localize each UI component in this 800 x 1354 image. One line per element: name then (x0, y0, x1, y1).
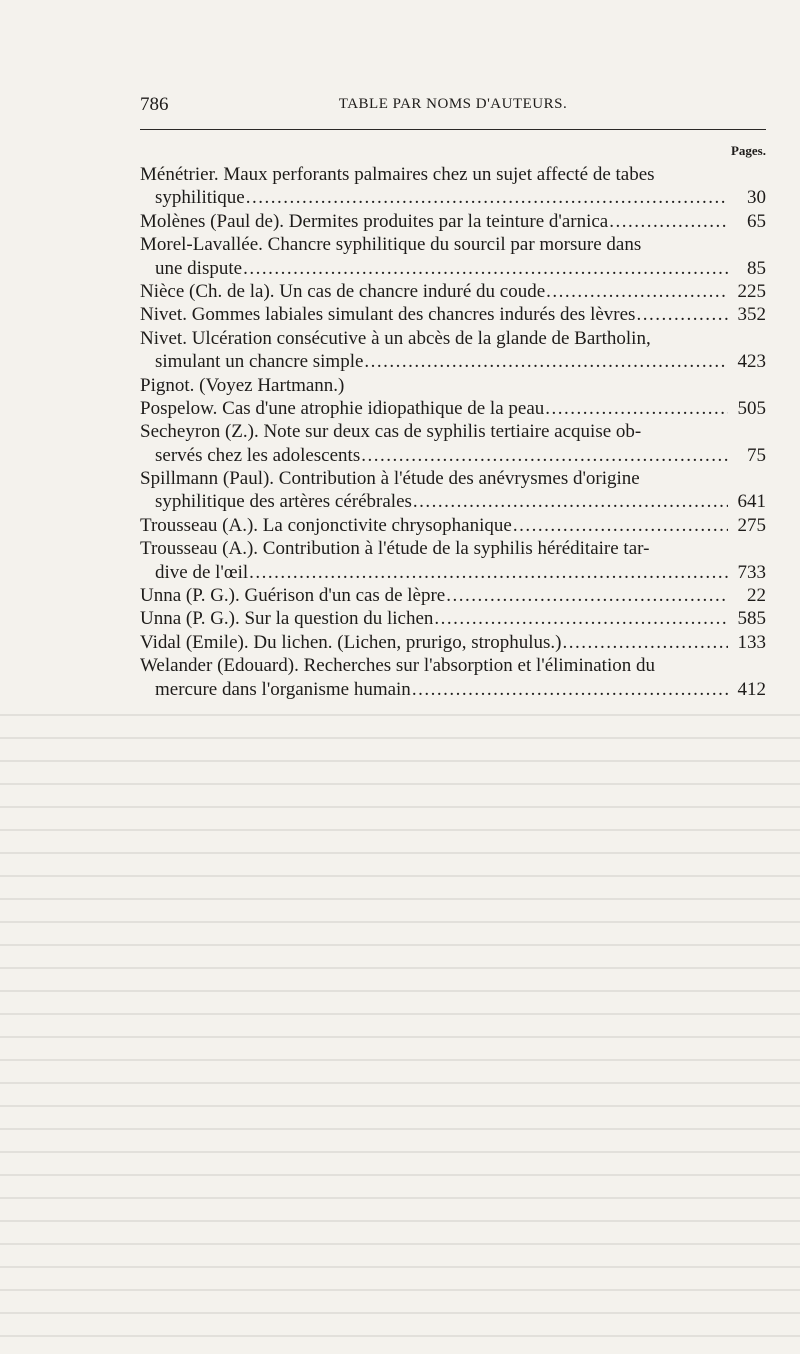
entry-text: Pospelow. Cas d'une atrophie idiopathique de la peau (140, 397, 545, 419)
dot-leader (545, 397, 728, 420)
index-entry (140, 233, 766, 280)
entry-page-number: 412 (737, 678, 766, 700)
entry-text: Nivet. Gommes labiales simulant des chancres indurés des lèvres (140, 304, 636, 326)
dot-leader (249, 561, 728, 584)
running-title: TABLE PAR NOMS D'AUTEURS. (338, 96, 568, 112)
entry-final-line (140, 678, 766, 701)
entry-line: Secheyron (Z.). Note sur deux cas de syphilis tertiaire acquise ob- (140, 421, 642, 443)
entry-page-number: 585 (737, 608, 766, 630)
index-entry (140, 420, 766, 467)
entry-final-line (140, 561, 766, 584)
page-number: 786 (140, 94, 169, 115)
entry-line: Pignot. (Voyez Hartmann.) (140, 374, 345, 396)
index-entry (140, 537, 766, 584)
dot-leader (412, 678, 728, 701)
index-entry (140, 163, 766, 210)
dot-leader (243, 257, 728, 280)
dot-leader (434, 607, 728, 630)
entry-final-line (140, 444, 766, 467)
index-entry (140, 467, 766, 514)
entry-final-line (140, 631, 766, 654)
bleed-through-texture (0, 700, 800, 1354)
index-entry (140, 374, 766, 397)
entry-final-line (140, 490, 766, 513)
index-entry (140, 654, 766, 701)
entry-text: Vidal (Emile). Du lichen. (Lichen, prurigo, strophulus.) (140, 631, 562, 653)
entry-final-line (140, 350, 766, 373)
entry-text: simulant un chancre simple (155, 351, 364, 373)
entry-text: Unna (P. G.). Sur la question du lichen (140, 608, 434, 630)
entry-text: Unna (P. G.). Guérison d'un cas de lèpre (140, 585, 446, 607)
entry-text: une dispute (155, 257, 243, 279)
entry-text: syphilitique des artères cérébrales (155, 491, 412, 513)
entry-text: Molènes (Paul de). Dermites produites par la teinture d'arnica (140, 210, 609, 232)
index-entry (140, 584, 766, 607)
entry-text: Trousseau (A.). La conjonctivite chrysophanique (140, 514, 512, 536)
entry-final-line (140, 257, 766, 280)
index-entry (140, 210, 766, 233)
pages-column-label: Pages. (730, 143, 766, 158)
entry-text: mercure dans l'organisme humain (155, 678, 411, 700)
entry-line: Welander (Edouard). Recherches sur l'absorption et l'élimination du (140, 655, 655, 677)
index-entries (140, 163, 766, 701)
entry-text: Nièce (Ch. de la). Un cas de chancre induré du coude (140, 280, 546, 302)
index-entry (140, 514, 766, 537)
index-entry (140, 631, 766, 654)
dot-leader (546, 280, 728, 303)
dot-leader (609, 210, 728, 233)
entry-line: Ménétrier. Maux perforants palmaires chez un sujet affecté de tabes (140, 164, 655, 185)
dot-leader (636, 303, 728, 326)
entry-page-number: 733 (737, 561, 766, 583)
entry-final-line (140, 514, 766, 537)
entry-text: servés chez les adolescents (155, 444, 361, 466)
entry-page-number: 505 (737, 397, 766, 419)
entry-page-number: 352 (737, 304, 766, 326)
header-rule (140, 129, 766, 130)
entry-final-line (140, 584, 766, 607)
entry-final-line (140, 607, 766, 630)
dot-leader (413, 490, 728, 513)
page-header (140, 94, 766, 120)
entry-page-number: 275 (737, 514, 766, 536)
entry-page-number: 65 (747, 210, 766, 232)
dot-leader (513, 514, 728, 537)
entry-page-number: 75 (747, 444, 766, 466)
index-entry (140, 327, 766, 374)
entry-final-line (140, 280, 766, 303)
entry-final-line (140, 397, 766, 420)
dot-leader (246, 186, 728, 209)
index-entry (140, 303, 766, 326)
entry-page-number: 641 (737, 491, 766, 513)
entry-final-line (140, 303, 766, 326)
entry-page-number: 85 (747, 257, 766, 279)
entry-final-line (140, 210, 766, 233)
entry-line: Trousseau (A.). Contribution à l'étude de la syphilis héréditaire tar- (140, 538, 650, 560)
dot-leader (563, 631, 728, 654)
entry-text: dive de l'œil (155, 561, 249, 583)
dot-leader (361, 444, 728, 467)
entry-line: Nivet. Ulcération consécutive à un abcès de la glande de Bartholin, (140, 327, 651, 349)
entry-page-number: 225 (737, 280, 766, 302)
entry-page-number: 22 (747, 585, 766, 607)
dot-leader (364, 350, 728, 373)
index-entry (140, 607, 766, 630)
entry-text: syphilitique (155, 187, 245, 209)
entry-page-number: 423 (737, 351, 766, 373)
index-entry (140, 280, 766, 303)
entry-line: Spillmann (Paul). Contribution à l'étude des anévrysmes d'origine (140, 468, 640, 490)
entry-page-number: 133 (737, 631, 766, 653)
entry-line: Morel-Lavallée. Chancre syphilitique du sourcil par morsure dans (140, 234, 642, 256)
index-entry (140, 397, 766, 420)
entry-page-number: 30 (747, 187, 766, 209)
dot-leader (446, 584, 728, 607)
entry-final-line (140, 186, 766, 209)
